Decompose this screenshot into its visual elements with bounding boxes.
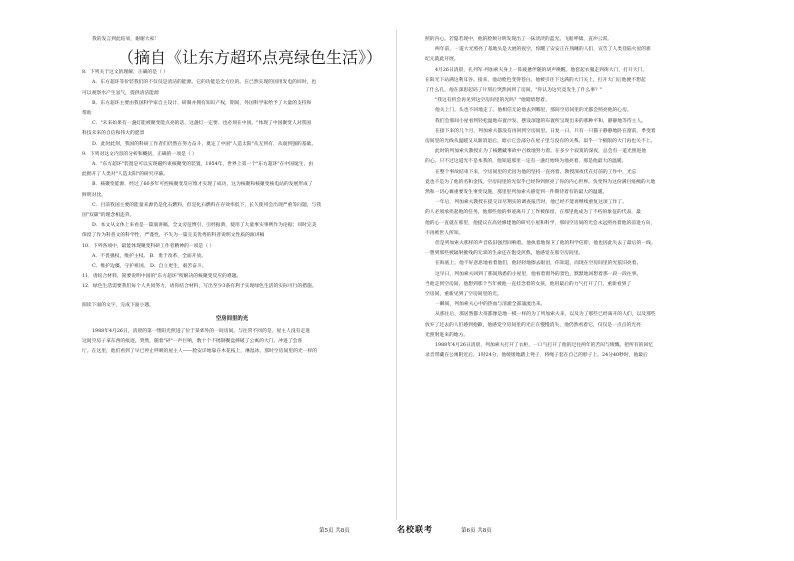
- text-line: 光照射进来的地方。: [425, 332, 469, 338]
- text-line: 可以观察水产生氢气，提供清洁能源: [82, 90, 159, 96]
- text-line: 一瞬间，列加索夫心中的热血与清澈全部涌流出来。: [435, 302, 546, 308]
- text-line: 在海底上，他不好意思地看着他们，他轻轻地擦去眼泪，你知道，而现在空房间里的光依旧亮着。: [435, 261, 642, 267]
- text-line: 鲜明对比。: [82, 192, 106, 198]
- text-line: 保留了作为科普文的科学性、严谨性，不失为一篇完美优秀的科普说明文性质的演讲稿: [82, 233, 265, 239]
- text-line: "我这有机会再见到这空房间里的光吗？"他暗暗想着。: [435, 98, 550, 104]
- text-line: 在整个事故结束下来，空房间里的光因为他的坚持一直亮着。教授深夜伏在灯前的工作中，光忘: [435, 169, 637, 175]
- text-line: 在接下来的几个月，列加索夫都没有再回到空房间里。日复一日，只有一只猫子静静地卧在窗前。季变着: [435, 128, 656, 134]
- right-page-text: [425, 35, 765, 362]
- text-line: D．本文从文体上来看是一篇演讲稿，全文旁征博引、引经据典，使用了大量事实事例作为论据；同时完美: [92, 223, 317, 229]
- text-line: 纪元就此开展。: [425, 57, 459, 63]
- text-line: 放弃了过去的人们感到抱歉，他感觉空房间里的光正在慢慢消失，他仍然看着它，仅仅是一点点的光亮: [425, 322, 641, 328]
- text-line: 此拥开了人类对"人造太阳"的研究序幕。: [82, 172, 168, 178]
- text-line: 但是列加索夫那样的声音依旧强烈回响着。他执着地保卫了他的科学信仰，他也因此失去了最后的一线。: [435, 241, 656, 247]
- text-line: A．不畏强权，维护主权。 B．勇于改革，全面开放。: [92, 253, 207, 259]
- text-line: 的心。只不过这道光不是本我的，他知道那里一定有一盏灯始终为他亮着，那是他最大的温暖。: [425, 159, 627, 165]
- text-line: 12．绿色生活需要我们每个人共同努力，请你结合材料，写出至少3条有利于实现绿色生活的实际可行的措施。: [82, 284, 317, 290]
- text-line: 4月26日清晨，孔列军·列加索夫身上一阵疲惫伴随的胡声唤醒。他套起衣服走到街大门，打开大门，: [435, 67, 648, 73]
- text-line: 我们会那间小屋看到轻松温地布置沙发，摆设深邃的布置所呈现出来的那种平和，静静地等待主人。: [435, 118, 647, 124]
- text-line: 这早日，列加索夫回到了那间熟悉的小屋里，他看着窗外的景色，默默地回想着那一段一段往事。: [435, 271, 642, 277]
- text-line: 他关上门，头也不回地走了。他相信无论他去到哪里，那间空房间里的光都会照亮他的心房。: [435, 108, 632, 114]
- text-line: A．"东方超环"装置是可以实现磁约束核聚变的装置。1954年，世界上第一个"东方超环"在中国诞生，由: [92, 162, 314, 168]
- text-line: 他的心一直就在那里，他提议在高处修建他的研究小屋和科学，那间空房间的光会永远照亮着他的前进方向，: [425, 220, 656, 226]
- right-page-number: 第6页 共8页: [461, 528, 492, 534]
- text-line: C．维护边疆，守护祖国。 D．自立更生，艰苦奋斗。: [92, 264, 207, 270]
- text-line: 在阳光下站满这利耳谷。接来，他动脸色变得苍白。他被引住下这满的大门关上，打开大门后他便不想起: [425, 77, 646, 83]
- text-line: B．核聚变能源，经过了60多年可控核聚变反应堆才实现了成功，这为核聚和核聚变核电站的发展形成了: [92, 182, 313, 188]
- text-line: 不再被世人所知。: [425, 230, 464, 236]
- text-line: 科技未来的自信和伟大的愿景: [82, 131, 145, 137]
- text-line: 1988年4月26日清晨，列加索夫打开了衣柜，一口气打开了他的过往两年的苦闷与愤慨。把所有的回忆: [435, 343, 654, 349]
- article-title: 空房间里的光: [215, 315, 249, 322]
- text-line: 8．下列关于这文的理解，正确的是（ ）: [82, 70, 169, 76]
- watermark-label: 名校联考: [397, 524, 433, 534]
- text-line: 11．请结合材料，简要说明中国的"东方超环"所解决的核聚变反应的难题。: [82, 274, 242, 280]
- text-line: 的人必须承担起他的任务，他那些他的事迹离开了工作被保留，在那里他成为了不朽的象征的代表，最: [425, 210, 641, 216]
- text-line: 两年前，一道大光照亮了基地头是大展的夜空，惊醒了安安正在熟睡的人们，宣告了人类登陆火星的新: [435, 47, 651, 53]
- text-line: 房间里的光线从温暖又从渐消退后，暗示它会部分在屋子里与没有的关系。似乎一个极限的大门再也关不上。: [425, 139, 656, 145]
- text-line: 1988年4月26日，清晨的第一缕阳光照进了位于某郊外的一间房间。与往常不同的是，屋主人没有走进: [92, 328, 311, 334]
- text-line: 10．下列各项中，最能体现聚变科研工作者精神的一项是（ ）: [82, 243, 215, 249]
- text-line: D．此时此刻，我国的科研工作者们仍然在努力奋斗，奠定了中国"人造太阳"从无到有、从弱到强的基础。: [92, 141, 317, 147]
- text-line: 空房间，重新见到了空房间里的光。: [425, 292, 502, 298]
- text-line: 厅。在这里，他们看到了早已停止呼吸的屋主人——脸安详地靠在木花枝上，淋湿冰，那时空房间里的光一样的: [82, 349, 318, 355]
- text-line: （摘自《让东方超环点亮绿色生活》）: [117, 48, 382, 68]
- text-line: 一想到那些被辐射摧残的无辜的生命还在饱受煎熬，他感觉在那空房间里。: [425, 251, 584, 257]
- text-line: 然和一切心翼重要发生事变设施，那里里列加索夫感觉到一件期待着有的最大的温暖。: [425, 190, 608, 196]
- text-line: 此时的列加索夫教授正为了核燃藏事故中召救地努力着。在多少个寂寞的深夜，总会有一道光照进他: [435, 149, 647, 155]
- text-line: 我的发言到此结束，谢谢大家！: [92, 37, 160, 42]
- text-line: 当他走到空房间，他想到那个当年被他一直挂念着的女孩，他用最后的力气打开了门，重新看到了: [425, 281, 632, 287]
- text-line: 9．下列对这文内容的分析和概括，正确的一项是（ ）: [82, 151, 197, 157]
- text-line: A．东方超环等价装我们的不仅仅是清洁的能源。它的功能是全方位的。在已然实现的国用发电的同时，也: [92, 80, 317, 86]
- right-page: [397, 0, 794, 561]
- text-line: 阅读下面的文字，完成下面小题。: [82, 302, 154, 308]
- text-line: C．"未来如果有一盏灯能被聚变能点亮的话，这盏灯一定要、也必须在中国。"体现了中国聚变人对我国: [92, 121, 312, 127]
- text-line: C．目前我国主要的能量来源仍是化石燃料，但是化石燃料在存效率低下，长久使用会出现严重等问题，与我: [92, 202, 322, 208]
- text-line: B．东方超环主要由我国科学家自主设计、研制并拥有知识产权，期间，外国科学家给予了大量的支持和: [92, 100, 312, 106]
- text-line: 录音带藏在公寓附近后，1时24分，他缓缓地踏上凳子，将绳子套在自己的脖子上。24分40秒时，他最后: [425, 353, 648, 359]
- text-line: 一年后，列加索夫教授在提交详尽翔实的调查报告时，他已经不能再继续重复这项工作了。: [435, 200, 627, 206]
- text-line: 帮助: [82, 111, 92, 117]
- text-line: 了什么孔，他在深思起码了片刻后突然回到了房间。"你认为这究竟发生了什么事？": [425, 88, 603, 94]
- left-page-number: 第5页 共8页: [319, 528, 350, 534]
- text-line: 国"双碳"的理念相违背。: [82, 213, 135, 219]
- text-line: 从那往后，那居然都大哥都像是地一模一样的为了列加索夫来，以及为了那些已经离开的人们，以及那些: [435, 312, 656, 318]
- left-page-text: [82, 35, 382, 357]
- text-line: 竟也不是为了他的名和金钱。空房间里的光似乎已经得到照亮了你的内心世界。负变得为这份满目疮痍的大地: [425, 179, 656, 185]
- text-line: 照的内心。若隐若现中，他的脸颊分明发现出了一抹淡淡的蓝光。飞船呼啸，直冲云霄。: [425, 37, 613, 42]
- text-line: 这间空房子拿东西的痕迹。突然，随着"砰"一声巨响，数十个不锈钢餐盘摔破了公寓的大门，冲进了会客: [82, 339, 303, 345]
